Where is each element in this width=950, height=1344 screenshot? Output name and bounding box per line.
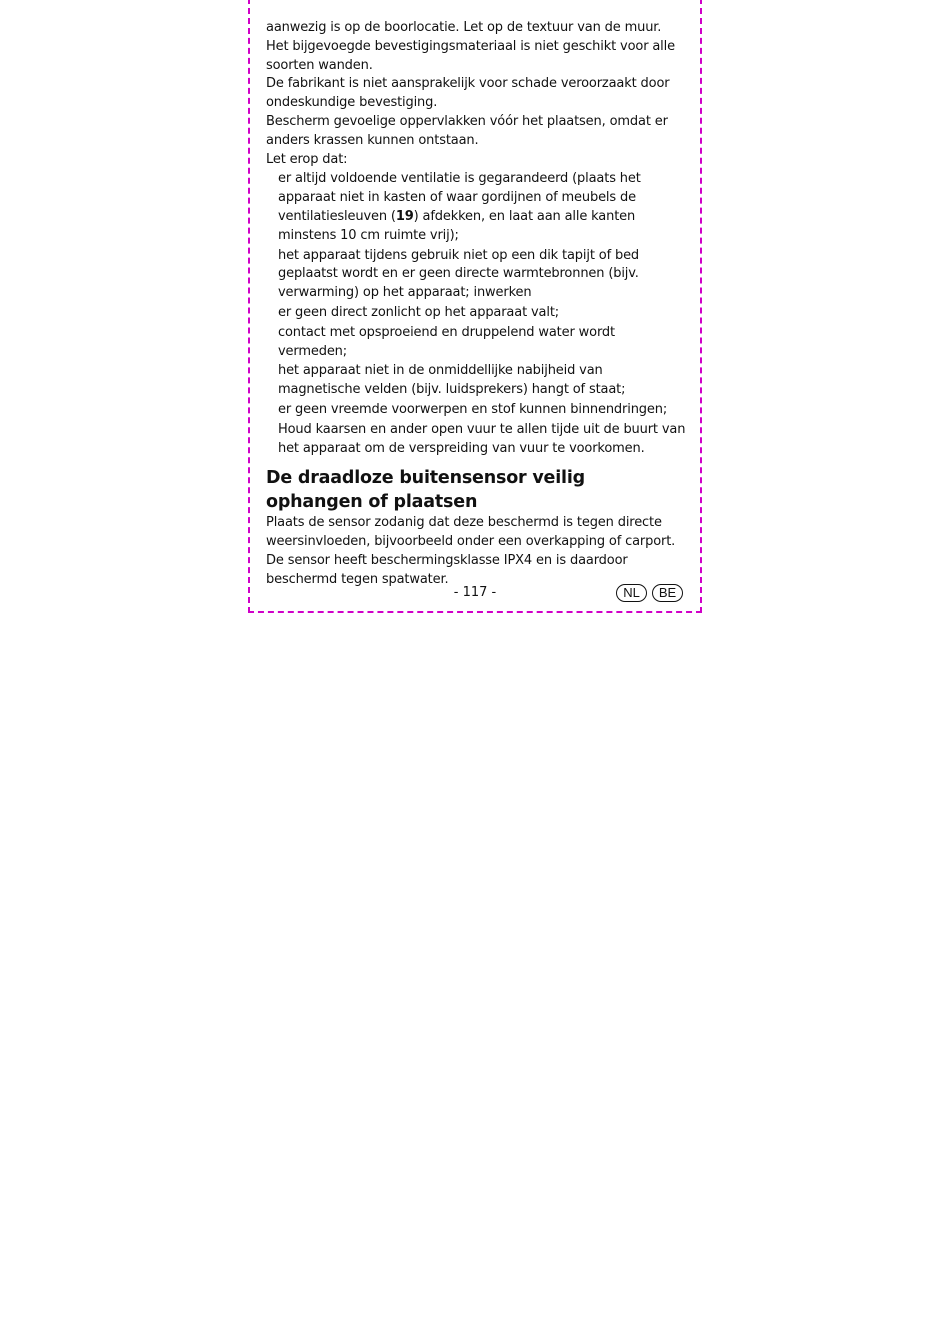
list-item: er geen direct zonlicht op het apparaat valt; xyxy=(278,304,559,320)
list-item: contact met opsproeiend en druppelend water wordt vermeden; xyxy=(278,324,615,359)
list-item: het apparaat tijdens gebruik niet op een dik tapijt of bed geplaatst wordt en er geen directe warmtebronnen (bijv. verwarming) op het apparaat; inwerken xyxy=(278,247,640,301)
list-item: Houd kaarsen en ander open vuur te allen tijde uit de buurt van het apparaat om de verspreiding van vuur te voorkomen. xyxy=(278,421,686,456)
paragraph-mounting-surface: aanwezig is op de boorlocatie. Let op de textuur van de muur. Het bijgevoegde bevestigingsmateriaal is niet geschikt voor alle soorten wanden. xyxy=(266,20,675,73)
paragraph-make-sure: Let erop dat: xyxy=(266,151,348,167)
list-item xyxy=(278,170,686,245)
paragraph-liability: De fabrikant is niet aansprakelijk voor schade veroorzaakt door ondeskundige bevestiging. xyxy=(266,76,670,111)
paragraph-sensor-placement: Plaats de sensor zodanig dat deze beschermd is tegen directe weersinvloeden, bijvoorbeeld onder een overkapping of carport. De sensor heeft beschermingsklasse IPX4 en is daardoor beschermd tegen spatwater. xyxy=(266,515,676,587)
paragraph-protect-surfaces: Bescherm gevoelige oppervlakken vóór het plaatsen, omdat er anders krassen kunnen ontstaan. xyxy=(266,113,668,148)
list-item: er geen vreemde voorwerpen en stof kunnen binnendringen; xyxy=(278,401,668,417)
manual-page-content xyxy=(266,19,686,590)
bullet-text: er altijd voldoende ventilatie is gegarandeerd (plaats het apparaat niet in kasten of waar gordijnen of meubels de ventilatiesleuven ( xyxy=(278,171,641,224)
part-reference-number: 19 xyxy=(395,208,414,224)
country-badge-be: BE xyxy=(652,584,683,602)
bullet-text: ) afdekken, en laat aan alle kanten minstens 10 cm ruimte vrij); xyxy=(278,208,636,243)
list-item: het apparaat niet in de onmiddellijke nabijheid van magnetische velden (bijv. luidsprekers) hangt of staat; xyxy=(278,363,626,398)
safety-bullet-list xyxy=(266,170,686,458)
section-heading: De draadloze buitensensor veilig ophangen of plaatsen xyxy=(266,468,585,513)
country-badge-nl: NL xyxy=(616,584,647,602)
page-footer xyxy=(250,583,700,603)
page-number: - 117 - xyxy=(453,585,497,600)
